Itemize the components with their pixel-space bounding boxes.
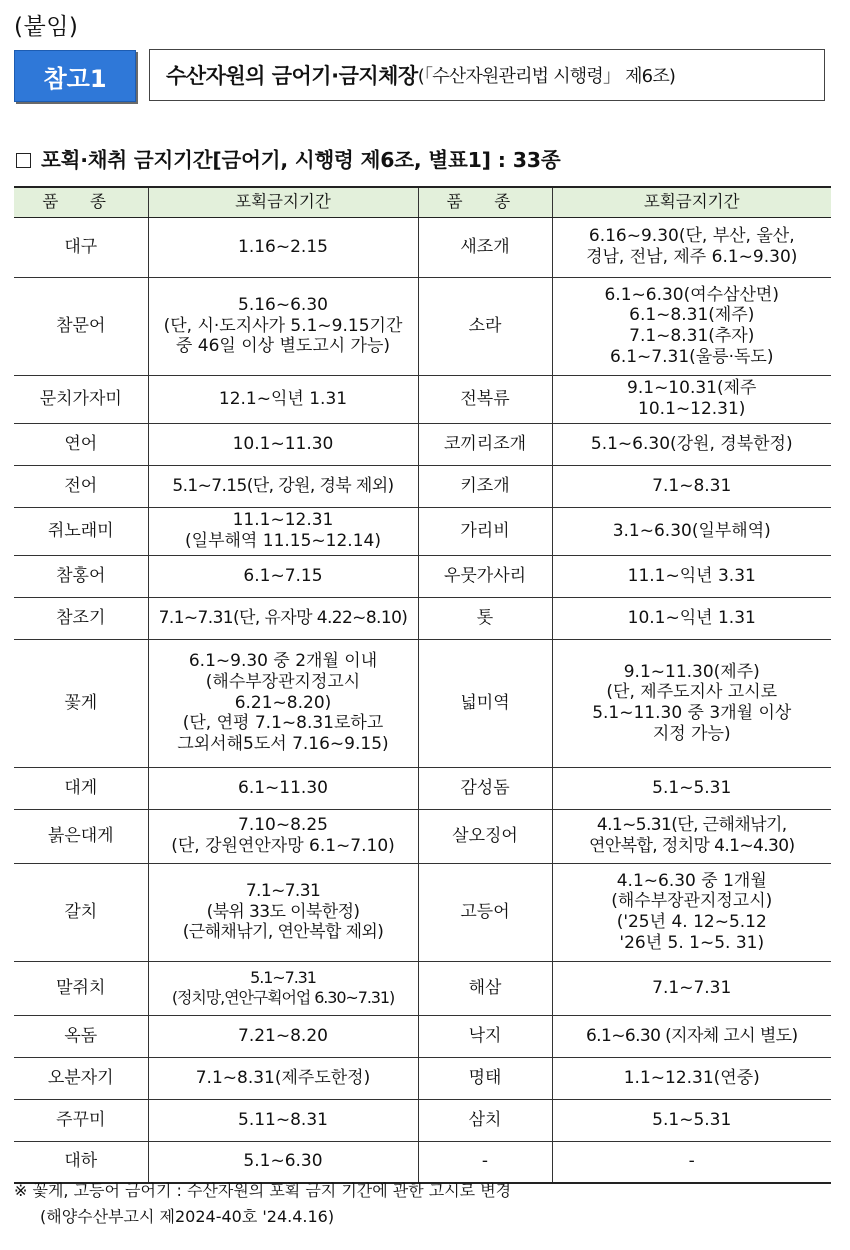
species-cell: 갈치 (14, 863, 148, 961)
title-main: 수산자원의 금어기·금지체장 (166, 64, 418, 88)
period-line: 10.1~11.30 (232, 433, 334, 454)
species-cell: 해삼 (418, 961, 552, 1015)
footnote-line-1: ※ 꽃게, 고등어 금어기 : 수산자원의 포획 금지 기간에 관한 고시로 변경 (14, 1181, 512, 1200)
period-line: (단, 시·도지사가 5.1~9.15기간 (163, 315, 403, 336)
period-cell (552, 277, 831, 375)
species-cell: 새조개 (418, 217, 552, 277)
species-cell: 삼치 (418, 1099, 552, 1141)
period-line: 6.1~7.15 (243, 565, 323, 586)
period-line: 6.1~6.30 (지자체 고시 별도) (585, 1025, 798, 1046)
period-cell (148, 423, 418, 465)
period-line: 5.1~6.30(강원, 경북한정) (590, 433, 793, 454)
species-cell: 낙지 (418, 1015, 552, 1057)
period-line: (단, 제주도지사 고시로 (606, 682, 778, 703)
period-line: 7.1~7.31 (652, 977, 732, 998)
period-cell (552, 375, 831, 423)
species-cell: 문치가자미 (14, 375, 148, 423)
table-row (14, 423, 831, 465)
period-line: 6.1~11.30 (238, 777, 328, 798)
period-cell (552, 1057, 831, 1099)
period-cell (148, 375, 418, 423)
table-row (14, 1057, 831, 1099)
table-row (14, 1015, 831, 1057)
title-box (149, 49, 825, 101)
table-row (14, 809, 831, 863)
period-line: 5.1~5.31 (652, 1109, 732, 1130)
period-cell (148, 597, 418, 639)
period-cell (552, 1099, 831, 1141)
period-cell (148, 507, 418, 555)
table-row (14, 597, 831, 639)
period-line: (정치망,연안구획어업 6.30~7.31) (171, 988, 395, 1007)
species-cell: 주꾸미 (14, 1099, 148, 1141)
species-cell: 참홍어 (14, 555, 148, 597)
species-cell: 톳 (418, 597, 552, 639)
species-cell: 소라 (418, 277, 552, 375)
period-line: 9.1~10.31(제주 (627, 378, 757, 399)
table-row (14, 639, 831, 767)
period-cell (552, 465, 831, 507)
period-line: 5.1~11.30 중 3개월 이상 (592, 703, 792, 723)
period-line: 7.1~8.31 (652, 475, 732, 496)
period-line: 중 46일 이상 별도고시 가능) (175, 336, 391, 357)
footnote-line-2: (해양수산부고시 제2024-40호 '24.4.16) (40, 1206, 335, 1226)
table-row (14, 1099, 831, 1141)
period-cell (552, 1015, 831, 1057)
species-cell: 명태 (418, 1057, 552, 1099)
species-cell: 대하 (14, 1141, 148, 1183)
section-heading (16, 143, 560, 173)
period-cell (148, 277, 418, 375)
period-line: 10.1~익년 1.31 (627, 607, 756, 628)
species-cell: 연어 (14, 423, 148, 465)
period-cell (552, 863, 831, 961)
table-row (14, 465, 831, 507)
period-cell (552, 217, 831, 277)
period-line: 6.1~7.31(울릉·독도) (610, 346, 774, 367)
species-cell: 감성돔 (418, 767, 552, 809)
period-line: 1.16~2.15 (238, 236, 328, 257)
period-line: 7.1~7.31 (245, 880, 321, 901)
period-line: (단, 강원연안자망 6.1~7.10) (171, 836, 395, 856)
period-line: 연안복합, 정치망 4.1~4.30) (588, 836, 795, 856)
species-cell: 코끼리조개 (418, 423, 552, 465)
period-line: 그외서해5도서 7.16~9.15) (177, 734, 389, 755)
period-cell (552, 639, 831, 767)
period-cell (148, 1141, 418, 1183)
species-cell: 대게 (14, 767, 148, 809)
period-cell (148, 1057, 418, 1099)
attachment-label: (붙임) (14, 14, 79, 40)
table-row (14, 1141, 831, 1183)
period-line: (단, 연평 7.1~8.31로하고 (182, 713, 384, 734)
period-cell (552, 555, 831, 597)
period-line: 1.1~12.31(연중) (623, 1067, 760, 1088)
period-line: 7.10~8.25 (238, 815, 328, 836)
species-cell: 쥐노래미 (14, 507, 148, 555)
species-cell: 참조기 (14, 597, 148, 639)
period-cell (148, 809, 418, 863)
table-row (14, 555, 831, 597)
period-line: (해수부장관지정고시) (611, 891, 773, 912)
period-line: 5.11~8.31 (238, 1109, 328, 1130)
period-cell (552, 597, 831, 639)
period-line: 7.21~8.20 (238, 1025, 328, 1046)
period-line: 5.1~7.31 (250, 968, 316, 988)
period-line: 4.1~6.30 중 1개월 (616, 870, 767, 891)
period-cell (148, 639, 418, 767)
species-cell: - (418, 1141, 552, 1183)
table-row (14, 863, 831, 961)
period-cell (552, 423, 831, 465)
period-line: 11.1~익년 3.31 (627, 565, 756, 586)
header-species-2: 품 종 (418, 187, 552, 217)
period-cell (552, 809, 831, 863)
period-line: ('25년 4. 12~5.12 (616, 912, 767, 932)
period-line: (근해채낚기, 연안복합 제외) (182, 922, 384, 943)
period-cell (552, 961, 831, 1015)
period-line: 12.1~익년 1.31 (218, 388, 348, 409)
period-cell (148, 555, 418, 597)
table-row (14, 375, 831, 423)
period-line: 5.1~6.30 (243, 1151, 323, 1172)
title-sub: (「수산자원관리법 시행령」 제6조) (417, 66, 676, 87)
table-row (14, 507, 831, 555)
header-period-2: 포획금지기간 (552, 187, 831, 217)
period-line: '26년 5. 1~5. 31) (619, 932, 765, 953)
species-cell: 말쥐치 (14, 961, 148, 1015)
period-line: 경남, 전남, 제주 6.1~9.30) (586, 247, 798, 267)
period-cell (148, 863, 418, 961)
period-line: 7.1~8.31(추자) (629, 326, 755, 346)
checkbox-square-icon (16, 153, 31, 168)
period-cell (552, 507, 831, 555)
table-row (14, 961, 831, 1015)
period-line: 7.1~8.31(제주도한정) (195, 1067, 371, 1088)
period-line: 10.1~12.31) (638, 399, 746, 419)
period-line: - (688, 1151, 695, 1172)
table-row (14, 767, 831, 809)
period-line: 9.1~11.30(제주) (623, 661, 760, 682)
table-header-row (14, 187, 831, 217)
species-cell: 넓미역 (418, 639, 552, 767)
period-line: 4.1~5.31(단, 근해채낚기, (596, 815, 787, 836)
period-line: 6.1~8.31(제주) (629, 305, 755, 326)
header-species-1: 품 종 (14, 187, 148, 217)
header-period-1: 포획금지기간 (148, 187, 418, 217)
species-cell: 꽃게 (14, 639, 148, 767)
period-cell (148, 1015, 418, 1057)
species-cell: 고등어 (418, 863, 552, 961)
period-line: 11.1~12.31 (232, 510, 334, 531)
period-line: 5.1~7.15(단, 강원, 경북 제외) (172, 475, 394, 496)
period-cell (552, 767, 831, 809)
footnote (14, 1178, 511, 1229)
period-line: (일부해역 11.15~12.14) (185, 531, 381, 551)
species-cell: 오분자기 (14, 1057, 148, 1099)
period-cell (148, 1099, 418, 1141)
closed-season-table (14, 186, 831, 1184)
period-line: 6.1~6.30(여수삼산면) (604, 284, 779, 305)
species-cell: 참문어 (14, 277, 148, 375)
period-line: (해수부장관지정고시 (205, 671, 361, 692)
period-cell (148, 767, 418, 809)
period-cell (148, 217, 418, 277)
species-cell: 전어 (14, 465, 148, 507)
reference-badge: 참고1 (14, 50, 136, 102)
period-line: 6.16~9.30(단, 부산, 울산, (588, 226, 795, 247)
period-line: 지정 가능) (652, 723, 731, 744)
section-heading-text: 포획·채취 금지기간[금어기, 시행령 제6조, 별표1] : 33종 (41, 148, 561, 172)
table-body (14, 217, 831, 1183)
species-cell: 대구 (14, 217, 148, 277)
species-cell: 살오징어 (418, 809, 552, 863)
species-cell: 전복류 (418, 375, 552, 423)
period-line: 6.1~9.30 중 2개월 이내 (188, 651, 378, 672)
period-cell (148, 961, 418, 1015)
period-line: 7.1~7.31(단, 유자망 4.22~8.10) (158, 607, 408, 628)
period-line: 6.21~8.20) (234, 692, 332, 713)
period-line: 3.1~6.30(일부해역) (612, 520, 771, 541)
species-cell: 키조개 (418, 465, 552, 507)
period-line: 5.1~5.31 (652, 777, 732, 798)
species-cell: 우뭇가사리 (418, 555, 552, 597)
species-cell: 가리비 (418, 507, 552, 555)
period-cell (148, 465, 418, 507)
period-line: 5.16~6.30 (238, 294, 328, 315)
species-cell: 붉은대게 (14, 809, 148, 863)
period-cell (552, 1141, 831, 1183)
period-line: (북위 33도 이북한정) (206, 901, 360, 922)
table-row (14, 217, 831, 277)
table-row (14, 277, 831, 375)
species-cell: 옥돔 (14, 1015, 148, 1057)
